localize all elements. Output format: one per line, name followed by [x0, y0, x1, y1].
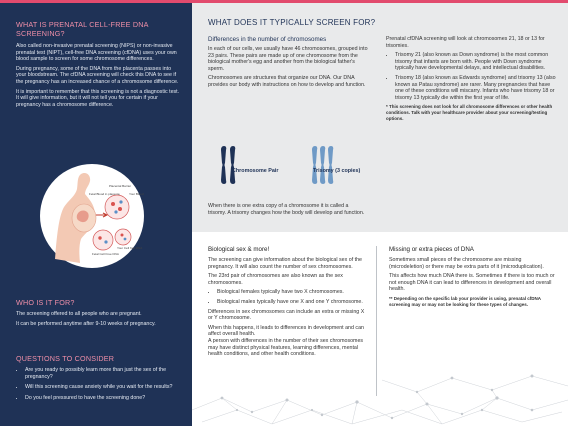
screen-for-title: WHAT DOES IT TYPICALLY SCREEN FOR? — [208, 18, 376, 27]
trisomy-item: • Trisomy 21 (also known as Down syndrome) is the most common trisomy that infants are born with. People with Down syndrome typically have developmental delays, and intellectual disabilities. — [395, 52, 556, 72]
accent-bar — [0, 0, 192, 3]
illus-label-fetal-blood: Fetal Blood in placenta — [89, 192, 120, 196]
what-is-paragraph-3: It is important to remember that this screening is not a diagnostic test. It will give information, but it will not tell you for certain if your pregnancy has a chromosome difference. — [16, 88, 180, 108]
questions-list — [16, 367, 182, 401]
number-paragraph-3: When there is one extra copy of a chromosome it is called a trisomy. A trisomy changes how the body will develop and function. — [208, 203, 365, 216]
number-paragraph-1: In each of our cells, we usually have 46 chromosomes, grouped into 23 pairs. These pairs are made up of one chromosome from the biological mother's egg and another from the biological father's sperm. — [208, 46, 368, 72]
what-is-section — [16, 20, 182, 111]
sex-paragraph-3: Differences in sex chromosomes can include an extra or missing X or Y chromosome. — [208, 308, 365, 322]
trisomy-list — [386, 52, 556, 101]
missing-paragraph-1: Sometimes small pieces of the chromosome are missing (microdeletion) or there may be extra parts of it (microduplication). — [389, 257, 544, 270]
what-is-paragraph-1: Also called non-invasive prenatal screening (NIPS) or non-invasive prenatal test (NIPT), cell-free DNA screening (cfDNA) uses your own blood sample to screen for some chromosome differences. — [16, 43, 177, 63]
trisomy-item: • Trisomy 18 (also known as Edwards syndrome) and trisomy 13 (also known as Patau syndrome) are rarer. Many pregnancies that have one of these conditions will miscarry. Infants who have trisomy 18 or trisomy 13 typically die within the first year of life. — [395, 75, 556, 101]
sex-item: • Biological females typically have two X chromosomes. — [217, 289, 368, 296]
missing-dna-section — [389, 246, 557, 308]
sex-paragraph-4: When this happens, it leads to differences in development and can affect overall health. — [208, 324, 364, 338]
sex-title: Biological sex & more! — [208, 246, 270, 253]
illus-label-your-cfdna: Your Cell free DNA — [117, 246, 143, 250]
sex-paragraph-2: The 23rd pair of chromosomes are also known as the sex chromosomes. — [208, 273, 343, 286]
sex-list — [208, 289, 368, 305]
chromosome-pair-label: Chromosome Pair — [232, 168, 279, 174]
trisomy-column — [386, 36, 556, 122]
number-of-chromosomes-column — [208, 36, 368, 92]
who-paragraph-1: The screening offered to all people who are pregnant. — [16, 311, 142, 317]
illus-label-barrier: Placental Barrier — [109, 184, 132, 188]
missing-paragraph-2: This affects how much DNA there is. Sometimes if there is too much or not enough DNA it can lead to differences in development and overall health. — [389, 273, 555, 293]
question-item: • Will this screening cause anxiety while you wait for the results? — [25, 384, 182, 391]
trisomy-label: Trisomy (3 copies) — [313, 168, 361, 174]
sex-item: • Biological males typically have one X and one Y chromosome. — [217, 299, 368, 306]
who-section — [16, 298, 182, 330]
question-item: • Are you ready to possibly learn more than just the sex of the pregnancy? — [25, 367, 182, 380]
illus-label-fetal-cfdna: Fetal Cell Free DNA — [92, 252, 119, 256]
chromosome-graphic — [208, 145, 373, 185]
missing-title: Missing or extra pieces of DNA — [389, 246, 474, 253]
sex-paragraph-1: The screening can give information about the biological sex of the pregnancy. It will also count the number of sex chromosomes. — [208, 257, 362, 270]
lab-note: ** Depending on the specific lab your provider is using, prenatal cfDNA screening may or may not be looking for these types of changes. — [389, 295, 541, 307]
illus-label-your-blood: Your Blood — [129, 192, 144, 196]
accent-bar — [192, 0, 568, 3]
trisomy-definition — [208, 203, 368, 219]
sex-paragraph-5: A person with differences in the number of their sex chromosomes may have distinct physical features, learning differences, mental health conditions, and other health conditions. — [208, 337, 364, 358]
who-title: WHO IS IT FOR? — [16, 298, 75, 307]
what-is-paragraph-2: During pregnancy, some of the DNA from the placenta passes into your bloodstream. The cfDNA screening will check this DNA to see if the pregnancy has an increased chance of a chromosome difference. — [16, 65, 179, 85]
placenta-illustration — [37, 163, 147, 269]
questions-section — [16, 354, 182, 405]
left-panel — [0, 0, 192, 426]
questions-title: QUESTIONS TO CONSIDER — [16, 354, 115, 363]
question-item: • Do you feel pressured to have the screening done? — [25, 395, 182, 402]
trisomy-intro: Prenatal cfDNA screening will look at chromosomes 21, 18 or 13 for trisomies. — [386, 36, 545, 49]
number-paragraph-2: Chromosomes are structures that organize our DNA. Our DNA provides our body with instructions on how to develop and function. — [208, 75, 366, 88]
who-paragraph-2: It can be performed anytime after 9-10 weeks of pregnancy. — [16, 320, 156, 327]
network-decoration — [192, 337, 568, 426]
screening-note: * This screening does not look for all chromosome differences or other health conditions. Talk with your healthcare provider about your screening/testing options. — [386, 104, 553, 121]
what-is-title: WHAT IS PRENATAL CELL-FREE DNA SCREENING? — [16, 20, 149, 38]
number-title: Differences in the number of chromosomes — [208, 36, 327, 43]
